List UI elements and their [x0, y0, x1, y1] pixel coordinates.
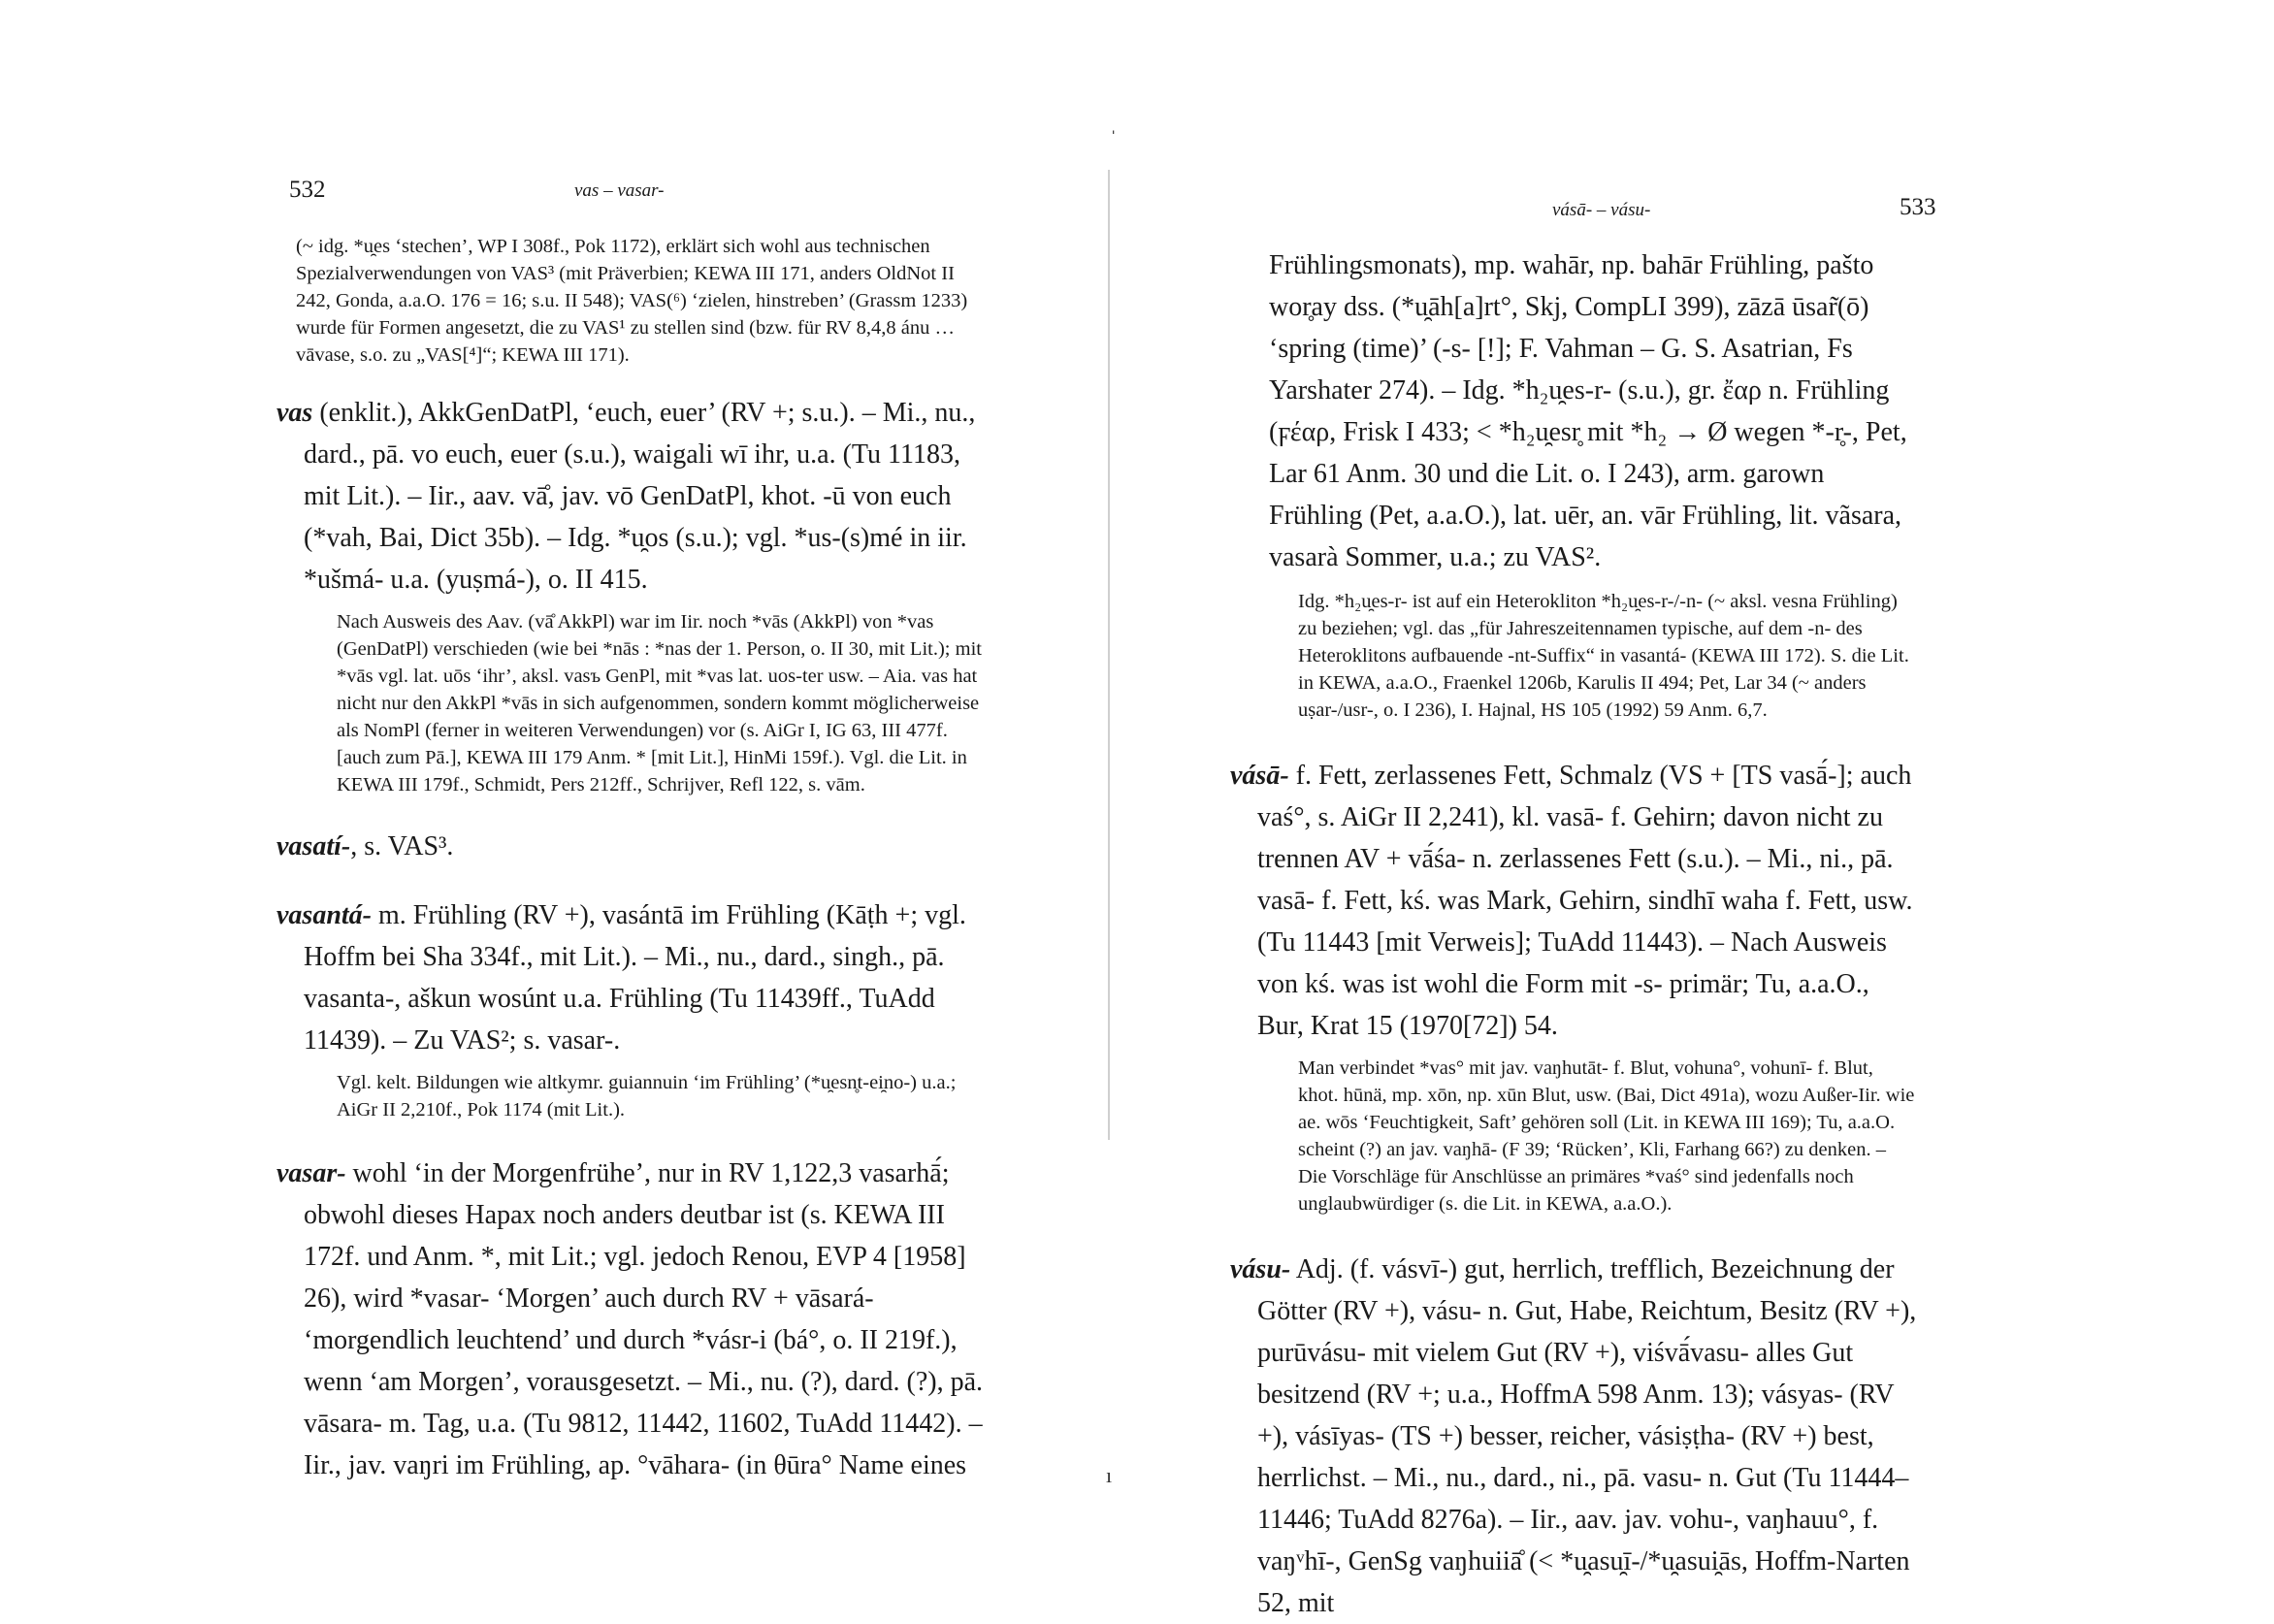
- headword-vasu: vásu-: [1230, 1254, 1291, 1284]
- entry-vasu: [1230, 1249, 1917, 1624]
- running-head: vásā- – vásu-: [1552, 200, 1651, 220]
- entry-vasar-continuation: Frühlingsmonats), mp. wahār, np. bahār Frühling, pašto wor̥ay dss. (*u̯āh[a]rt°, Skj, CompLI 399), zāzā ūsar̃(ō) ‘spring (time)’ (-s- [!]; F. Vahman – G. S. Asatrian, Fs Yarshater 274). – Idg. *h₂u̯es-r- (s.u.), gr. ἔαρ n. Frühling (ϝέαρ, Frisk I 433; < *h₂u̯esr̥ mit *h₂ → Ø wegen *-r̥-, Pet, Lar 61 Anm. 30 und die Lit. o. I 243), arm. garown Frühling (Pet, a.a.O.), lat. uēr, an. vār Frühling, lit. vãsara, vasarà Sommer, u.a.; zu VAS².: [1269, 250, 1907, 572]
- left-column: [276, 233, 985, 1486]
- entry-vasati-text: , s. VAS³.: [350, 831, 454, 861]
- note-vasanta: Vgl. kelt. Bildungen wie altkymr. guiannuin ‘im Frühling’ (*u̯esn̥t-ei̯no-) u.a.; AiGr II 2,210f., Pok 1174 (mit Lit.).: [337, 1072, 957, 1121]
- entry-vasa: [1230, 755, 1917, 1047]
- entry-vasanta-text: m. Frühling (RV +), vasántā im Frühling (Kāṭh +; vgl. Hoffm bei Sha 334f., mit Lit.). – Mi., nu., dard., singh., pā. vasanta-, aškun wosúnt u.a. Frühling (Tu 11439ff., TuAdd 11439). – Zu VAS²; s. vasar-.: [304, 900, 966, 1056]
- note-vas: Nach Ausweis des Aav. (vā̊ AkkPl) war im Iir. noch *vās (AkkPl) von *vas (GenDatPl) verschieden (wie bei *nās : *nas der 1. Person, o. II 30, mit Lit.); mit *vās vgl. lat. uōs ‘ihr’, aksl. vasъ GenPl, mit *vas lat. uos-ter usw. – Aia. vas hat nicht nur den AkkPl *vās in sich aufgenommen, sondern kommt möglicherweise als NomPl (ferner in weiteren Verwendungen) vor (s. AiGr I, IG 63, III 477f. [auch zum Pā.], KEWA III 179 Anm. * [mit Lit.], HinMi 159f.). Vgl. die Lit. in KEWA III 179f., Schmidt, Pers 212ff., Schrijver, Refl 122, s. vām.: [337, 611, 982, 796]
- entry-vasu-text: Adj. (f. vásvī-) gut, herrlich, trefflich, Bezeichnung der Götter (RV +), vásu- n. Gut, Habe, Reichtum, Besitz (RV +), purūvásu- mit vielem Gut (RV +), viśvā́vasu- alles Gut besitzend (RV +; u.a., HoffmA 598 Anm. 13); vásyas- (RV +), vásīyas- (TS +) besser, reicher, vásiṣṭha- (RV +) best, herrlichst. – Mi., nu., dard., ni., pā. vasu- n. Gut (Tu 11444–11446; TuAdd 8276a). – Iir., aav. jav. vohu-, vaŋhauu°, f. vaŋᵛhī-, GenSg vaŋhuiiā̊ (< *u̯asu̯ī-/*u̯asui̯ās, Hoffm-Narten 52, mit: [1257, 1254, 1917, 1618]
- headword-vas: vas: [276, 398, 313, 428]
- headword-vasanta: vasantá-: [276, 900, 372, 930]
- gutter-mark-bottom: ı: [1106, 1463, 1113, 1487]
- entry-continuation: (~ idg. *u̯es ‘stechen’, WP I 308f., Pok 1172), erklärt sich wohl aus technischen Spezialverwendungen von VAS³ (mit Präverbien; KEWA III 171, anders OldNot II 242, Gonda, a.a.O. 176 = 16; s.u. II 548); VAS(⁶) ‘zielen, hinstreben’ (Grassm 1233) wurde für Formen angesetzt, die zu VAS¹ zu stellen sind (bzw. für RV 8,4,8 ánu … vāvase, s.o. zu „VAS[⁴]“; KEWA III 171).: [296, 236, 968, 366]
- left-page: [0, 0, 1137, 1607]
- gutter-mark-top: ˈ: [1110, 126, 1118, 150]
- entry-vas-text: (enklit.), AkkGenDatPl, ‘euch, euer’ (RV +; s.u.). – Mi., nu., dard., pā. vo euch, euer (s.u.), waigali wī ihr, u.a. (Tu 11183, mit Lit.). – Iir., aav. vā̊, jav. vō GenDatPl, khot. -ū von euch (*vah, Bai, Dict 35b). – Idg. *u̯os (s.u.); vgl. *us-(s)mé in iir. *ušmá- u.a. (yuṣmá-), o. II 415.: [304, 398, 976, 595]
- running-head: vas – vasar-: [574, 180, 665, 201]
- note-vasa: Man verbindet *vas° mit jav. vaŋhutāt- f. Blut, vohuna°, vohunī- f. Blut, khot. hūnä, mp. xōn, np. xūn Blut, usw. (Bai, Dict 491a), wozu Außer-Iir. wie ae. wōs ‘Feuchtigkeit, Saft’ gehören soll (Lit. in KEWA III 169); Tu, a.a.O. scheint (?) an jav. vaŋhā- (F 39; ‘Rücken’, Kli, Farhang 66?) zu denken. – Die Vorschläge für Anschlüsse an primäres *vaś° sind jedenfalls noch unglaubwürdiger (s. die Lit. in KEWA, a.a.O.).: [1298, 1057, 1915, 1215]
- headword-vasar: vasar-: [276, 1158, 346, 1188]
- entry-vasa-text: f. Fett, zerlassenes Fett, Schmalz (VS + [TS vasā́-]; auch vaś°, s. AiGr II 2,241), kl. vasā- f. Gehirn; davon nicht zu trennen AV + vā́śa- n. zerlassenes Fett (s.u.). – Mi., ni., pā. vasā- f. Fett, kś. was Mark, Gehirn, sindhī waha f. Fett, usw. (Tu 11443 [mit Verweis]; TuAdd 11443). – Nach Ausweis von kś. was ist wohl die Form mit -s- primär; Tu, a.a.O., Bur, Krat 15 (1970[72]) 54.: [1257, 761, 1913, 1041]
- entry-vasanta: [276, 894, 985, 1061]
- entry-vasar-text: wohl ‘in der Morgenfrühe’, nur in RV 1,122,3 vasarhā́; obwohl dieses Hapax noch anders deutbar ist (s. KEWA III 172f. und Anm. *, mit Lit.; vgl. jedoch Renou, EVP 4 [1958] 26), wird *vasar- ‘Morgen’ auch durch RV + vāsará- ‘morgendlich leuchtend’ und durch *vásr-i (bá°, o. II 219f.), wenn ‘am Morgen’, vorausgesetzt. – Mi., nu. (?), dard. (?), pā. vāsara- m. Tag, u.a. (Tu 9812, 11442, 11602, TuAdd 11442). – Iir., jav. vaŋri im Frühling, ap. °vāhara- (in θūra° Name eines: [304, 1158, 984, 1480]
- note-vasar: Idg. *h₂u̯es-r- ist auf ein Heterokliton *h₂u̯es-r-/-n- (~ aksl. vesna Frühling) zu beziehen; vgl. das „für Jahreszeitennamen typische, auf dem -n- des Heteroklitons aufbauende -nt-Suffix“ in vasantá- (KEWA III 172). S. die Lit. in KEWA, a.a.O., Fraenkel 1206b, Karulis II 494; Pet, Lar 34 (~ anders uṣar-/usr-, o. I 236), I. Hajnal, HS 105 (1992) 59 Anm. 6,7.: [1298, 591, 1909, 721]
- right-column: [1230, 244, 1917, 1624]
- headword-vasa: vásā-: [1230, 761, 1289, 791]
- entry-vasar: [276, 1153, 985, 1486]
- headword-vasati: vasatí-: [276, 831, 351, 861]
- entry-vasati: [276, 826, 985, 867]
- page-number: 532: [289, 177, 326, 203]
- page-number: 533: [1900, 194, 1936, 220]
- entry-vas: [276, 392, 985, 601]
